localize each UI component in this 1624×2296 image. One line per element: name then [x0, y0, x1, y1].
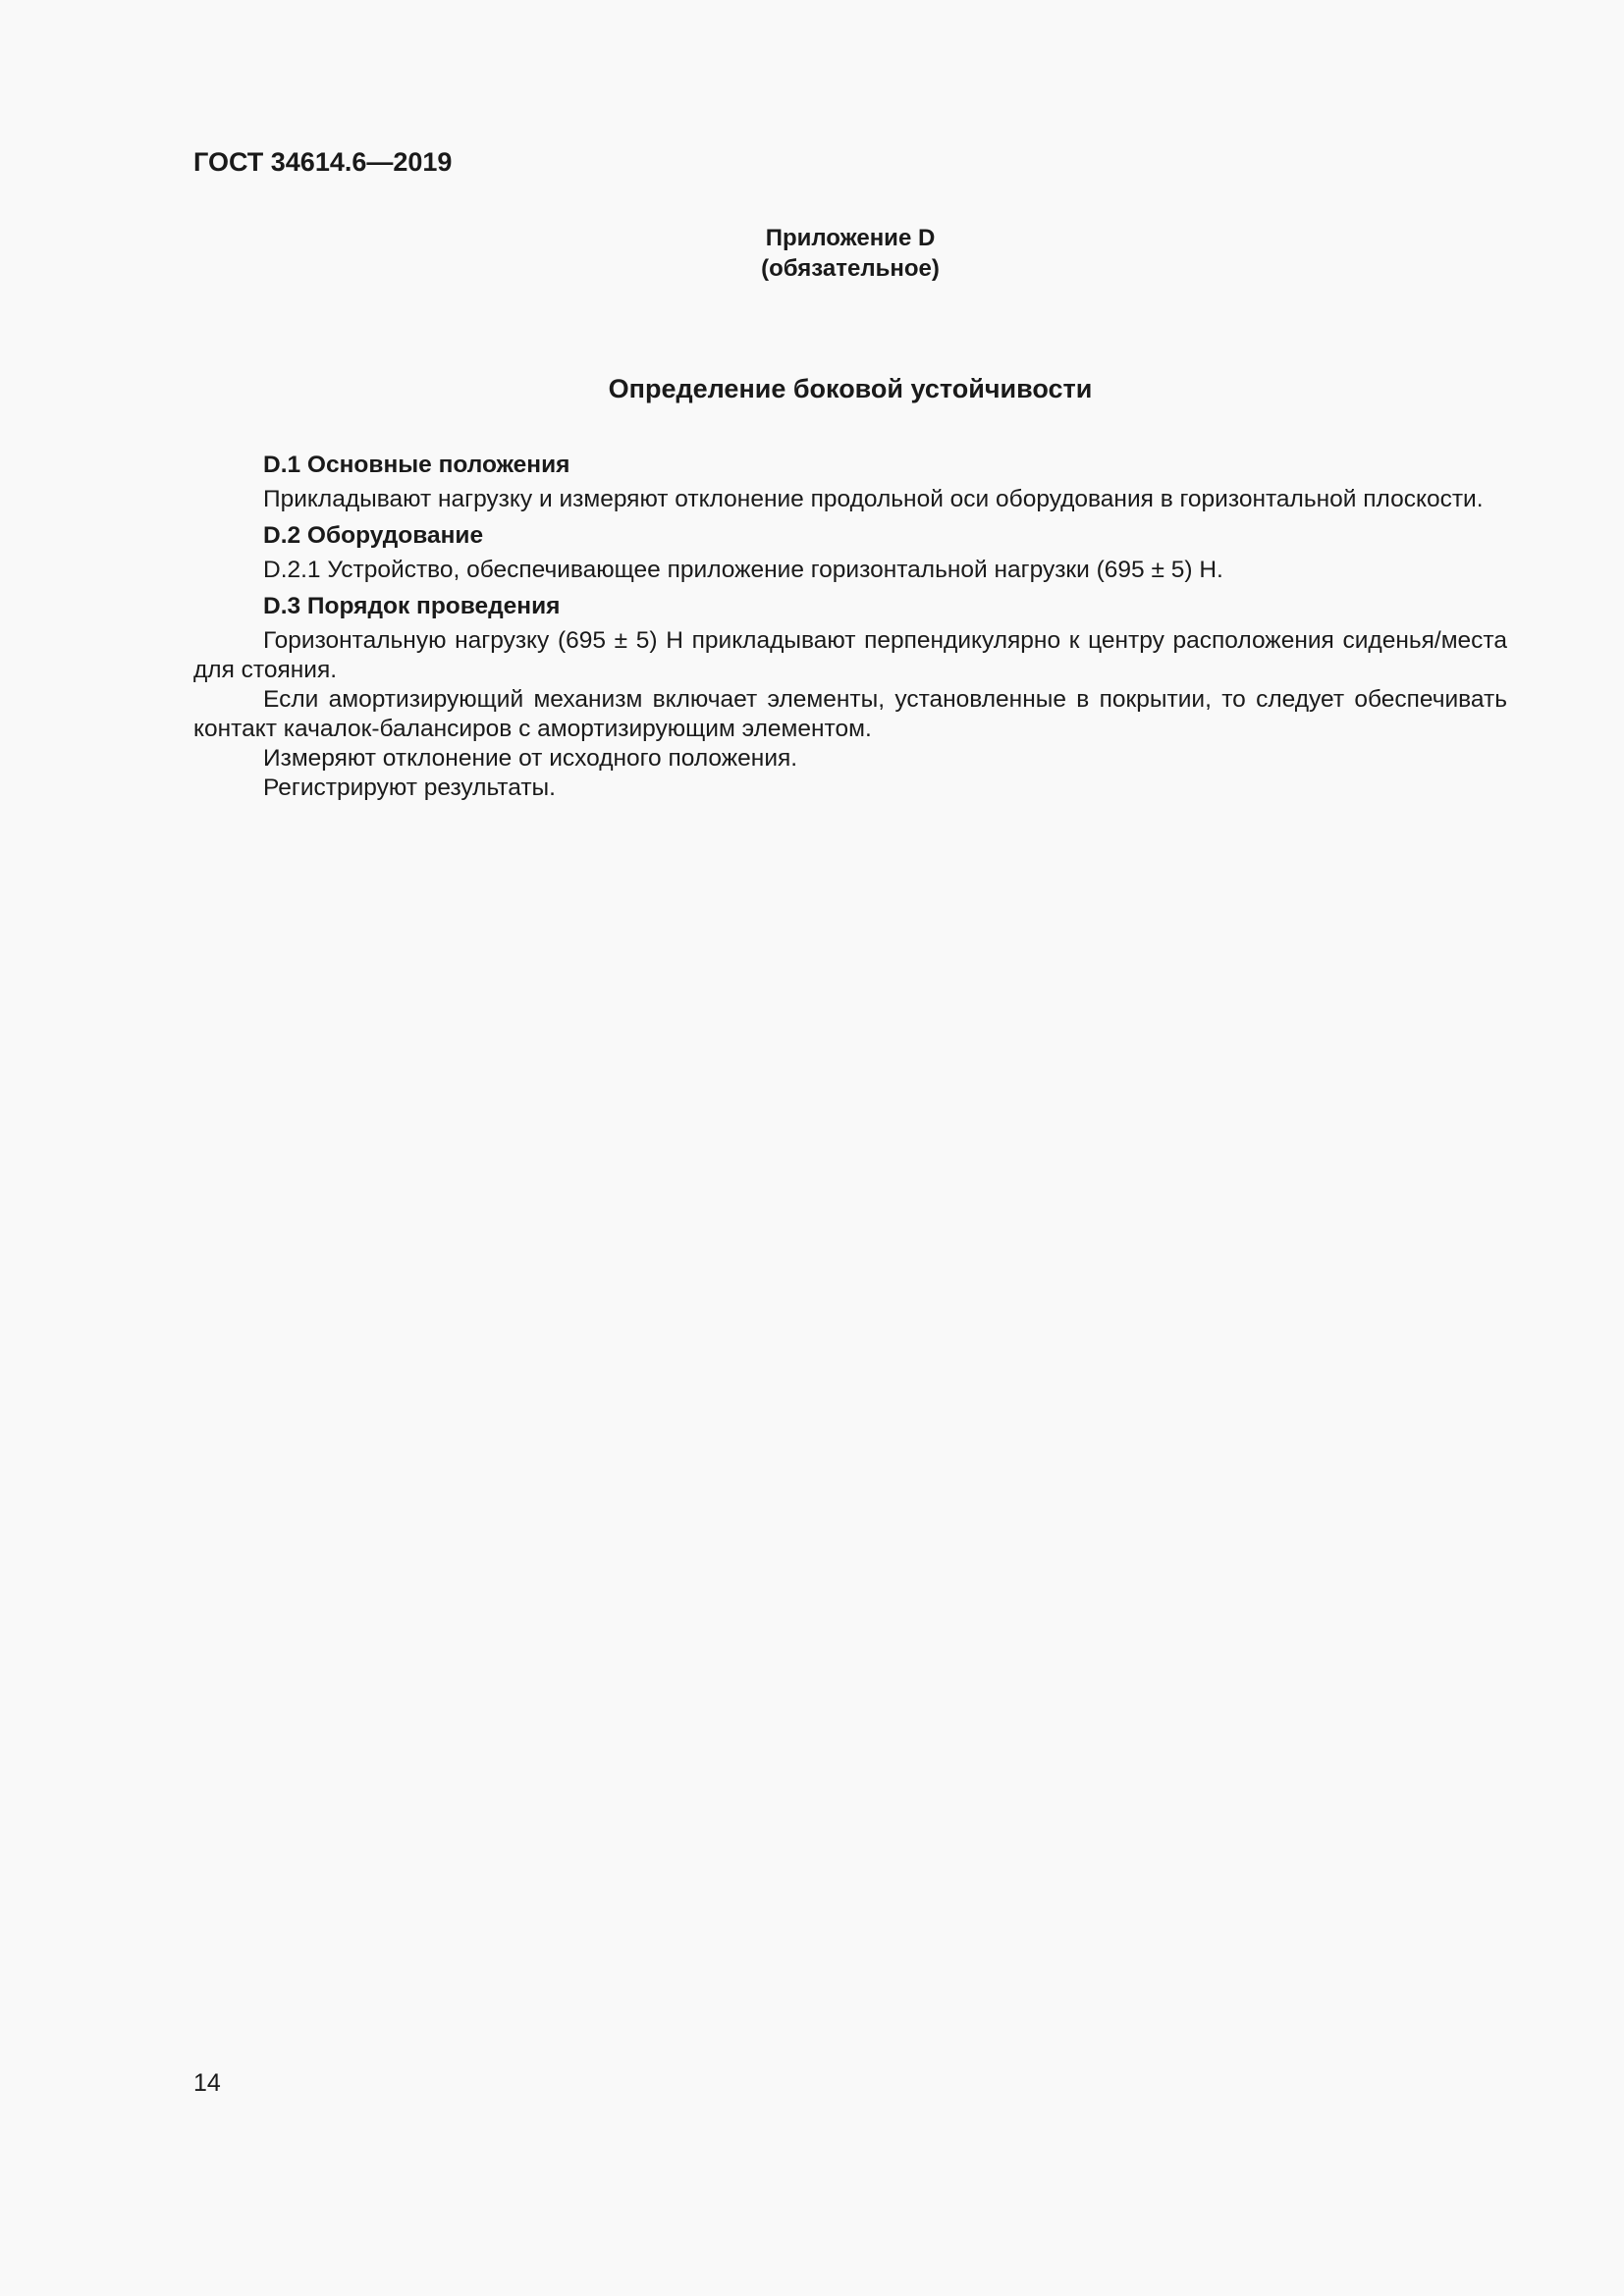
paragraph: Если амортизирующий механизм включает элементы, установленные в покрытии, то следует обеспечивать контакт качалок-балансиров с амортизирующим элементом.	[193, 686, 1507, 742]
appendix-title: Определение боковой устойчивости	[608, 374, 1093, 403]
paragraph: Горизонтальную нагрузку (695 ± 5) Н прикладывают перпендикулярно к центру расположения сиденья/места для стояния.	[193, 627, 1507, 683]
document-body	[193, 451, 1507, 803]
section-heading-d2: D.2 Оборудование	[263, 522, 484, 549]
paragraph: Измеряют отклонение от исходного положения.	[263, 745, 798, 772]
appendix-status: (обязательное)	[761, 255, 940, 282]
paragraph: D.2.1 Устройство, обеспечивающее приложение горизонтальной нагрузки (695 ± 5) Н.	[263, 557, 1223, 583]
section-heading-d3: D.3 Порядок проведения	[263, 593, 561, 619]
appendix-label: Приложение D	[765, 225, 936, 251]
paragraph: Прикладывают нагрузку и измеряют отклонение продольной оси оборудования в горизонтальной плоскости.	[263, 486, 1484, 512]
page-number: 14	[193, 2069, 221, 2097]
section-heading-d1: D.1 Основные положения	[263, 452, 570, 478]
paragraph: Регистрируют результаты.	[263, 774, 556, 801]
standard-number: ГОСТ 34614.6—2019	[193, 147, 453, 177]
